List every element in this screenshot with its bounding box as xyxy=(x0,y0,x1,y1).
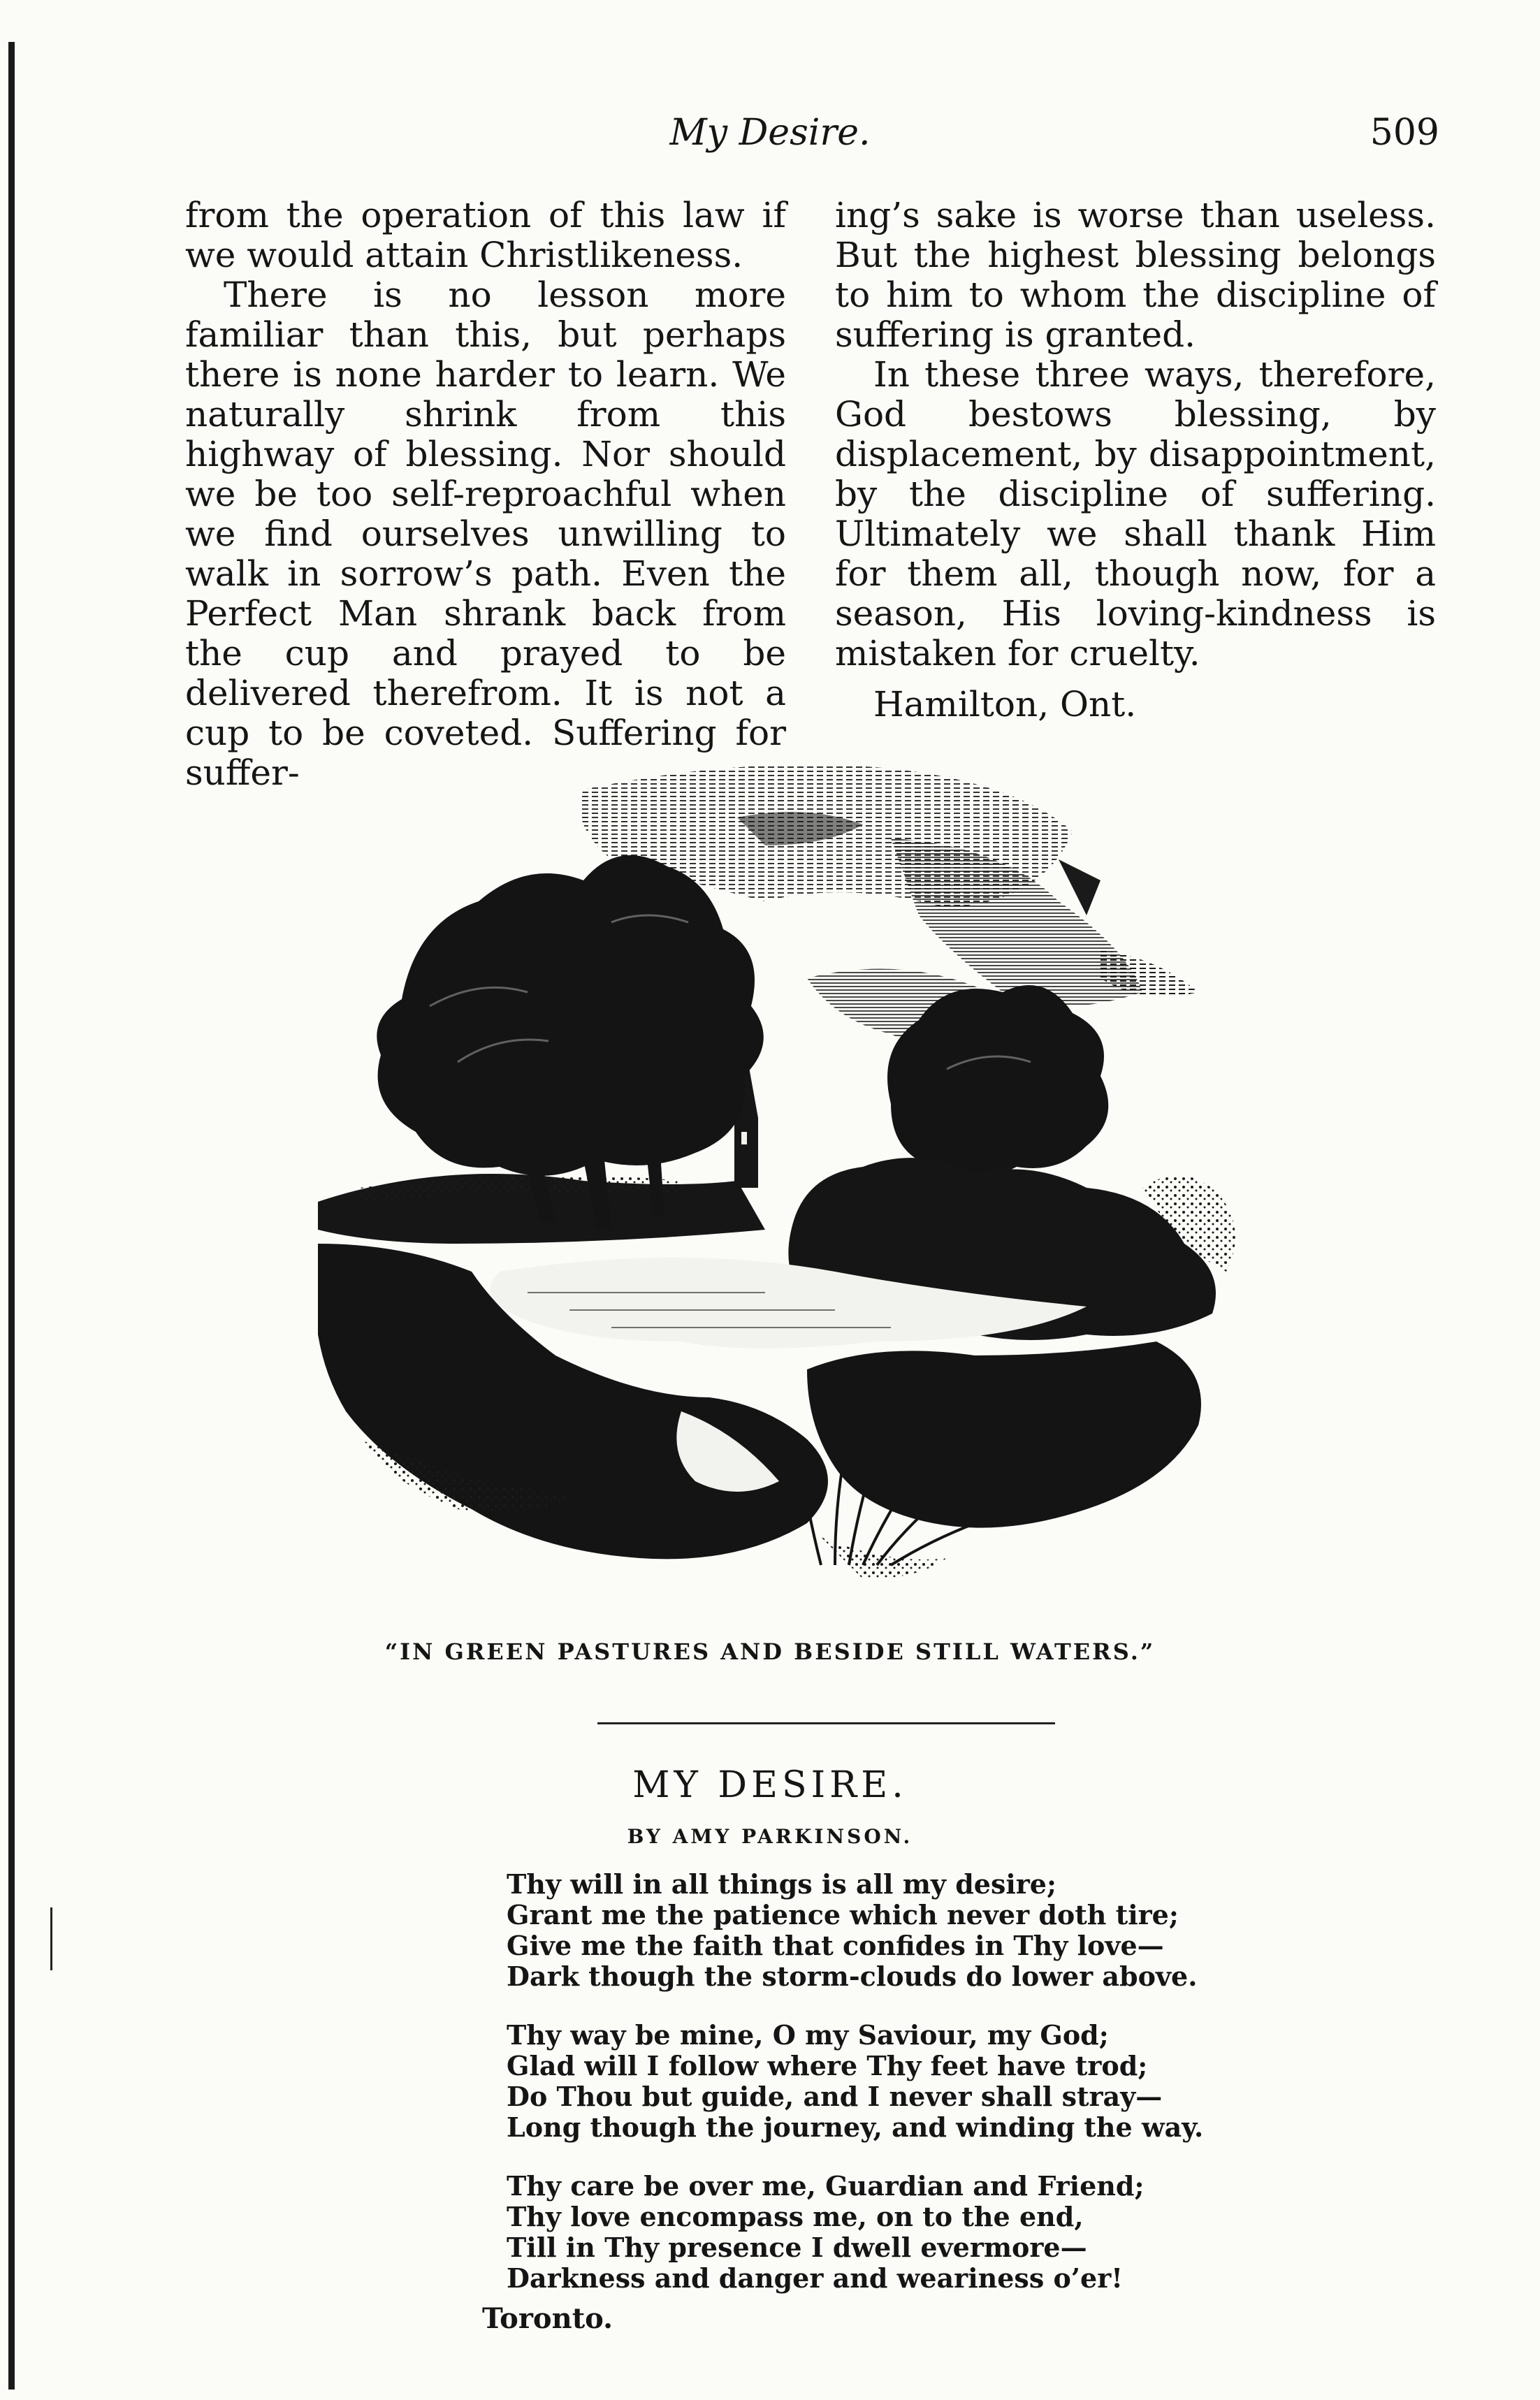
poem-line: Thy care be over me, Guardian and Friend; xyxy=(507,2170,1145,2202)
large-tree-group xyxy=(377,855,763,1230)
poem-line: Grant me the patience which never doth tire; xyxy=(507,1899,1179,1930)
illustration-caption: “IN GREEN PASTURES AND BESIDE STILL WATERS.” xyxy=(384,1638,1156,1665)
poem-stanza xyxy=(507,2020,1275,2143)
landscape-engraving xyxy=(318,741,1310,1621)
paragraph: In these three ways, therefore, God bestows blessing, by displacement, by disappointment, by the discipline of suffering. Ultimately we shall thank Him for them all, though now, for a season, His loving-kindness is mistaken for cruelty. xyxy=(835,354,1436,674)
binding-edge xyxy=(8,42,15,2390)
poem-line: Thy way be mine, O my Saviour, my God; xyxy=(507,2019,1109,2051)
poem-line: Dark though the storm-clouds do lower above. xyxy=(507,1961,1198,1992)
poem-line: Thy love encompass me, on to the end, xyxy=(507,2201,1084,2232)
poem-stanza xyxy=(507,2171,1275,2294)
poem-line: Thy will in all things is all my desire; xyxy=(507,1868,1057,1900)
poem-place: Toronto. xyxy=(482,2302,613,2335)
paragraph: ing’s sake is worse than useless. But the highest blessing belongs to him to whom the discipline of suffering is granted. xyxy=(835,195,1436,355)
poem-line: Darkness and danger and weariness o’er! xyxy=(507,2262,1123,2294)
paragraph: There is no lesson more familiar than this, but perhaps there is none harder to learn. We naturally shrink from this highway of blessing. Nor should we be too self-reproachful when we find ourselves unwilling to walk in sorrow’s path. Even the Perfect Man shrank back from the cup and prayed to be delivered therefrom. It is not a cup to be coveted. Suffering for suffer- xyxy=(185,275,786,793)
poem-byline: BY AMY PARKINSON. xyxy=(627,1825,913,1848)
poem-stanza xyxy=(507,1869,1275,1992)
section-divider xyxy=(597,1722,1055,1724)
poem-line: Give me the faith that confides in Thy love— xyxy=(507,1930,1164,1961)
paragraph: from the operation of this law if we would attain Christlikeness. xyxy=(185,195,786,275)
poem-title: MY DESIRE. xyxy=(632,1764,908,1806)
article-right-column xyxy=(835,196,1436,725)
poem-line: Till in Thy presence I dwell evermore— xyxy=(507,2232,1087,2263)
margin-mark xyxy=(50,1907,52,1970)
page-number: 509 xyxy=(1370,112,1439,154)
article-left-column xyxy=(185,196,786,793)
poem-body xyxy=(507,1869,1275,2322)
article-signoff: Hamilton, Ont. xyxy=(873,684,1137,725)
poem-line: Do Thou but guide, and I never shall stray— xyxy=(507,2081,1163,2112)
running-header-title: My Desire. xyxy=(669,112,871,154)
poem-line: Glad will I follow where Thy feet have trod; xyxy=(507,2050,1148,2081)
poem-line: Long though the journey, and winding the way. xyxy=(507,2111,1204,2143)
